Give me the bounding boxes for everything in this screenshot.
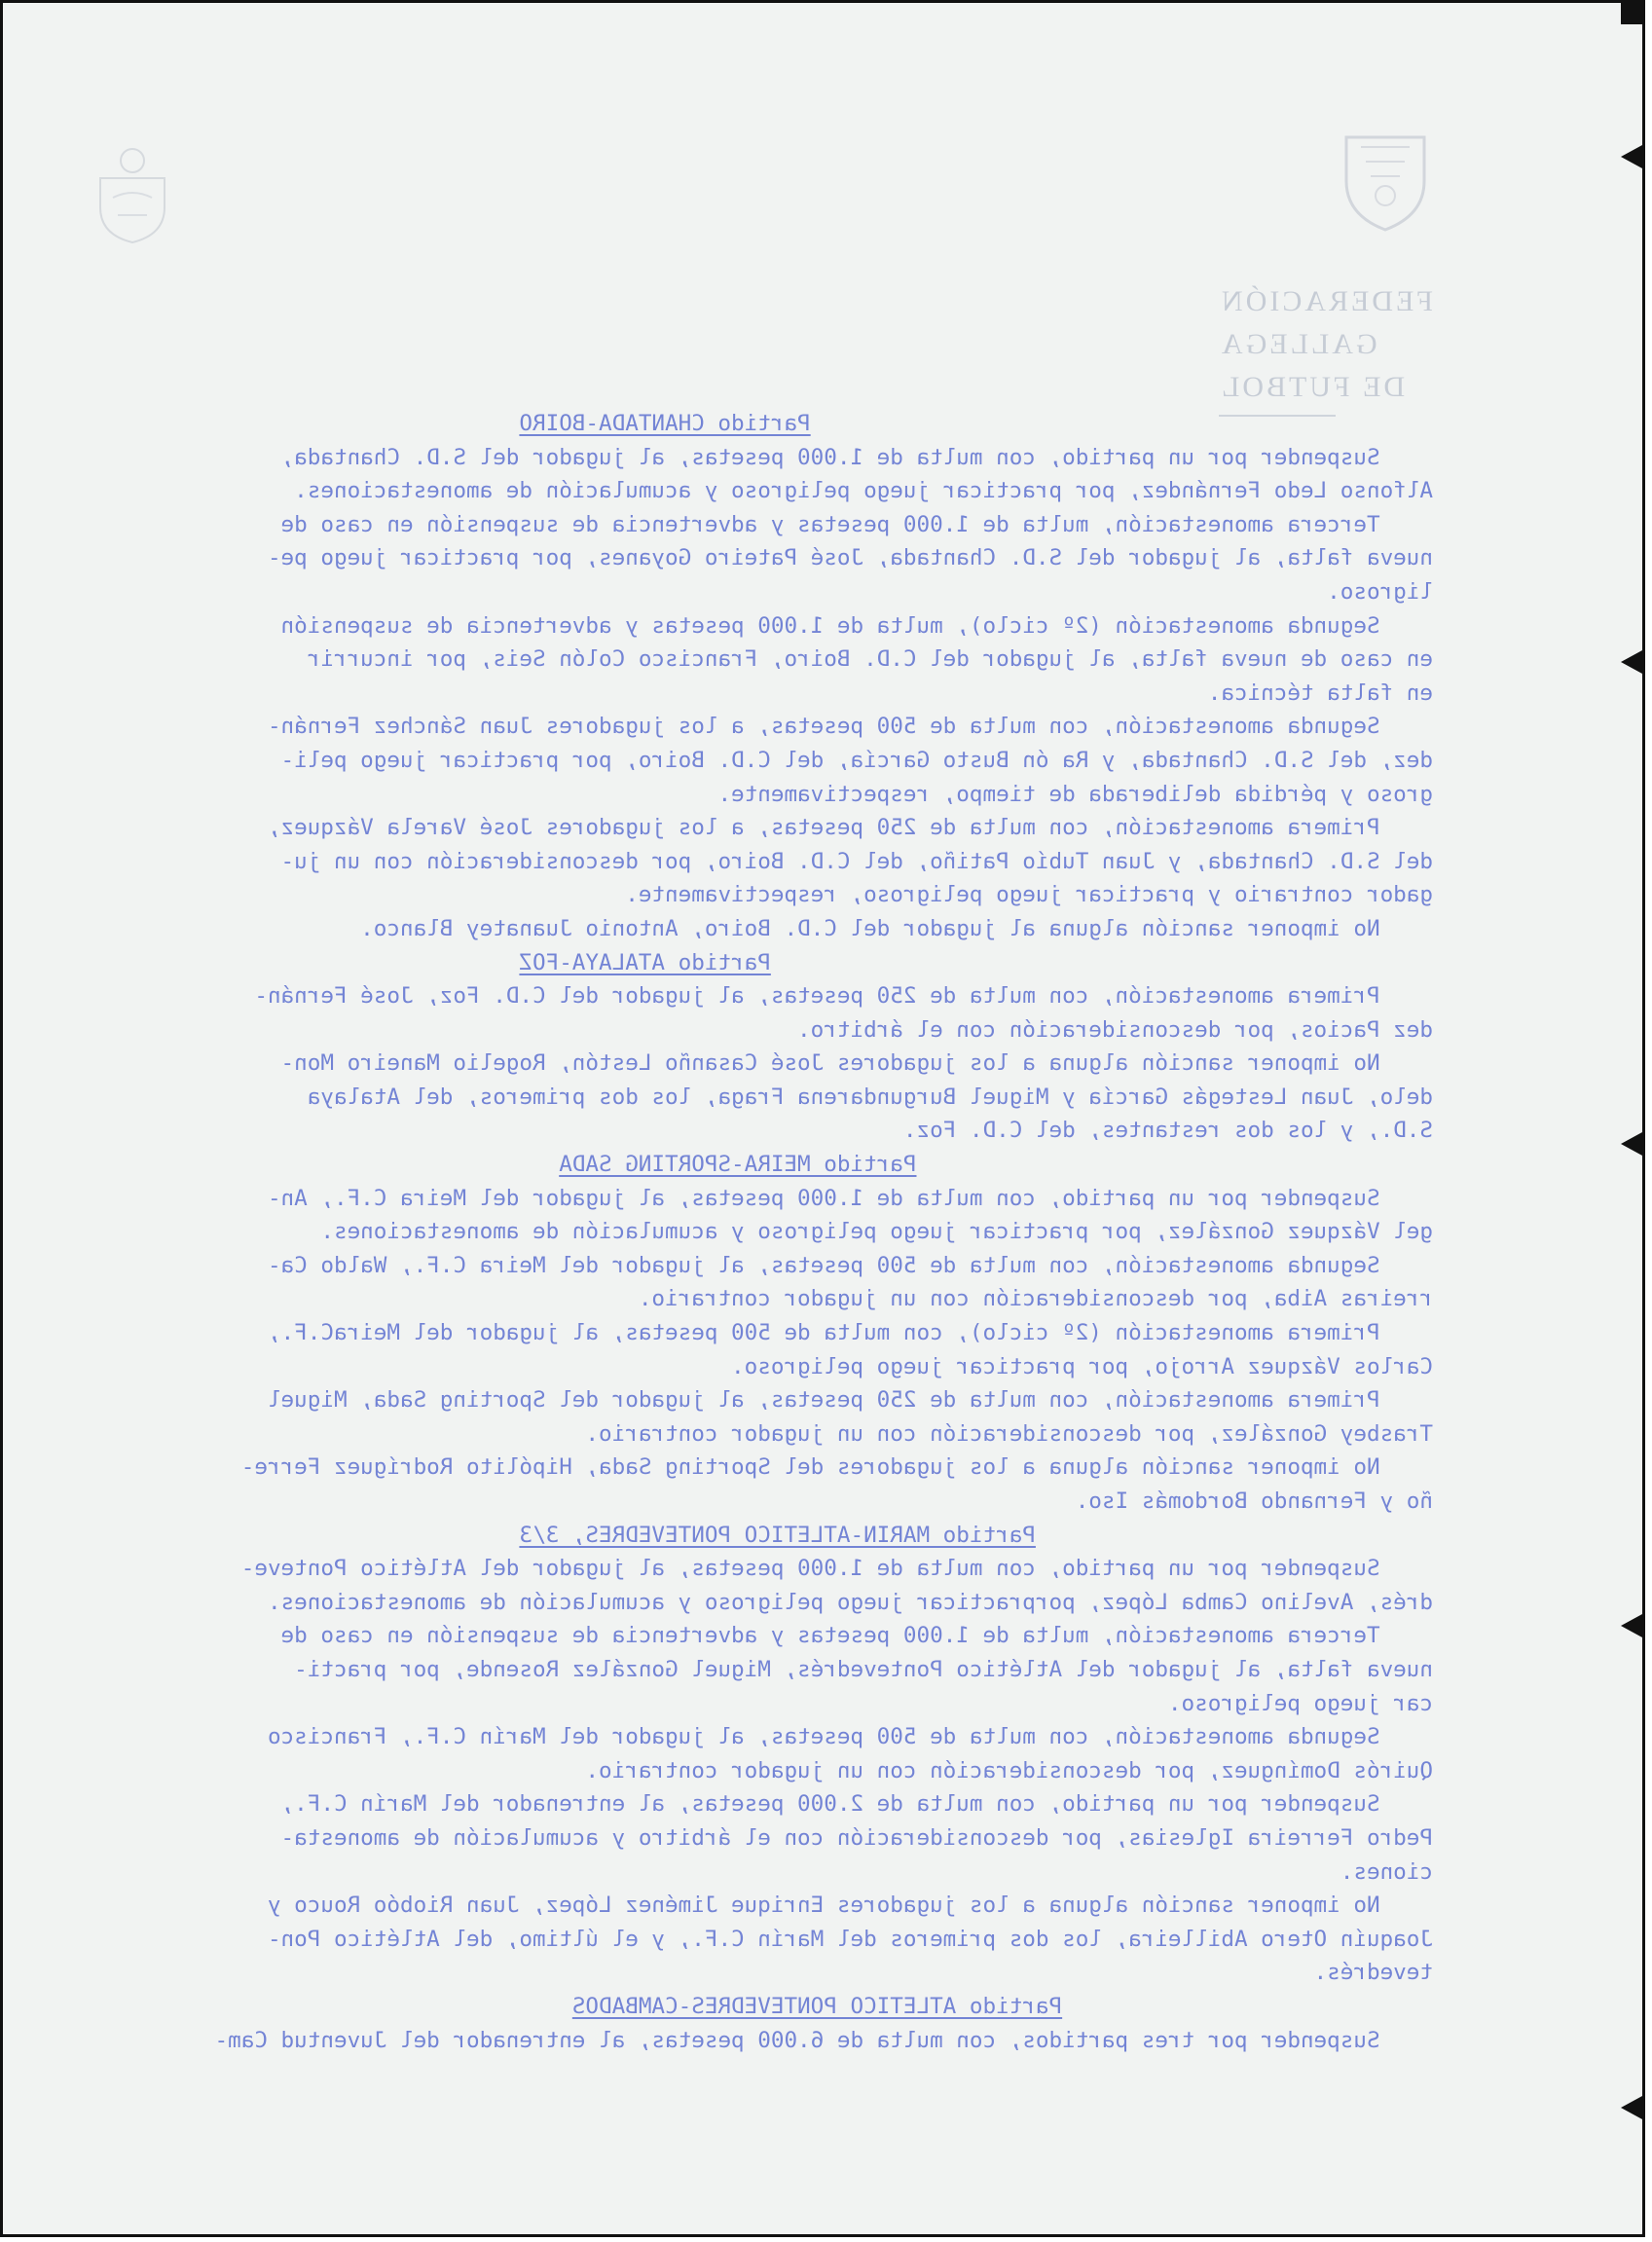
body-line: Segunda amonestación (2º ciclo), multa de 1.000 pesetas y advertencia de suspensión <box>280 612 1433 639</box>
body-line: Suspender por tres partidos, con multa de 6.000 pesetas, al entrenador del Juventud Cam- <box>214 2027 1433 2053</box>
letterhead-line-2: DE FUTBOL <box>1219 371 1406 403</box>
body-line: Suspender por un partido, con multa de 1.000 pesetas, al jugador del Atlético Ponteve- <box>240 1556 1433 1582</box>
body-line: Suspender por un partido, con multa de 1.000 pesetas, al jugador del S.D. Chantada, <box>280 444 1433 470</box>
match-heading-text: Partido MEIRA-SPORTING SADA <box>559 1152 917 1178</box>
body-line: dez, del S.D. Chantada, y Ra ón Busto García, del C.D. Boiro, por practicar juego peli- <box>280 747 1433 773</box>
body-line: Joaquín Otero Abilleira, los dos primeros del Marín C.F., y el último, del Atlético Pon- <box>267 1926 1433 1952</box>
body-line: del S.D. Chantada, y Juan Tubío Patiño, del C.D. Boiro, por desconsideración con un ju- <box>280 848 1433 874</box>
body-line: Trasbey González, por desconsideración con un jugador contrario. <box>585 1420 1433 1447</box>
mirrored-content <box>3 3 1642 2234</box>
match-heading-text: Partido MARIN-ATLETICO PONTEVEDRES, 3/3 <box>519 1522 1036 1548</box>
body-line: No imponer sanción alguna a los jugadores José Casanño Lestón, Rogelio Maneiro Mon- <box>280 1050 1433 1077</box>
typewritten-body <box>70 407 1433 2057</box>
body-line: No imponer sanción alguna al jugador del C.D. Boiro, Antonio Juanatey Blanco. <box>360 915 1433 941</box>
body-line: gel Vázquez González, por practicar juego peligroso y acumulación de amonestaciones. <box>320 1219 1433 1245</box>
body-line: Segunda amonestación, con multa de 500 pesetas, al jugador del Marín C.F., Francisco <box>267 1724 1433 1750</box>
body-line: ño y Fernando Bordomás Iso. <box>1075 1489 1433 1514</box>
body-line: Segunda amonestación, con multa de 500 pesetas, al jugador del Meira C.F., Waldo Ca- <box>267 1252 1433 1278</box>
body-line: Primera amonestación, con multa de 250 pesetas, al jugador del Sporting Sada, Miguel <box>267 1387 1433 1414</box>
body-line: Alfonso Ledo Fernández, por practicar juego peligroso y acumulación de amonestaciones. <box>294 478 1433 504</box>
body-line: drés, Avelino Camba López, porpracticar juego peligroso y acumulación de amonestaciones. <box>267 1589 1433 1615</box>
body-line: Primera amonestación, con multa de 250 pesetas, a los jugadores José Varela Vázquez, <box>267 815 1433 841</box>
body-line: dez Pacios, por desconsideración con el árbitro. <box>797 1016 1433 1043</box>
match-heading <box>70 1519 1433 1553</box>
body-line: nueva falta, al jugador del Atlético Pontevedrés, Miguel González Rosende, por practi- <box>294 1656 1433 1682</box>
body-line: Quirós Domínguez, por desconsideración con un jugador contrario. <box>585 1757 1433 1783</box>
match-heading <box>70 407 1433 441</box>
match-heading <box>70 946 1433 980</box>
body-line: No imponer sanción alguna a los jugadores Enrique Jiménez López, Juan Riobóo Rouco y <box>267 1893 1433 1919</box>
body-line: nueva falta, al jugador del S.D. Chantada, José Pateiro Goyanes, por practicar juego pe- <box>267 545 1433 571</box>
body-line: ciones. <box>1340 1858 1433 1885</box>
body-line: Tercera amonestación, multa de 1.000 pesetas y advertencia de suspensión en caso de <box>280 511 1433 537</box>
body-line: Pedro Ferreira Iglesias, por desconsideración con el árbitro y acumulación de amonesta- <box>280 1824 1433 1851</box>
body-line: Suspender por un partido, con multa de 1.000 pesetas, al jugador del Meira C.F., An- <box>267 1185 1433 1211</box>
letterhead-line-1: FEDERACIÓN GALLEGA <box>1219 285 1434 360</box>
body-line: Tercera amonestación, multa de 1.000 pesetas y advertencia de suspensión en caso de <box>280 1623 1433 1649</box>
body-line: Segunda amonestación, con multa de 500 pesetas, a los jugadores Juan Sánchez Fernán- <box>267 714 1433 740</box>
body-line: groso y pérdida deliberada de tiempo, respectivamente. <box>717 781 1433 807</box>
body-line: Primera amonestación, con multa de 250 pesetas, al jugador del C.D. Foz, José Fernán- <box>254 983 1433 1010</box>
match-heading-text: Partido CHANTADA-BOIRO <box>519 411 811 436</box>
body-line: No imponer sanción alguna a los jugadores del Sporting Sada, Hipólito Rodríguez Ferre- <box>240 1454 1433 1481</box>
match-heading <box>70 1148 1433 1182</box>
body-line: S.D., y los dos restantes, del C.D. Foz. <box>902 1118 1433 1144</box>
body-line: Carlos Vázquez Arrojo, por practicar juego peligroso. <box>731 1353 1433 1379</box>
match-heading-text: Partido ATALAYA-FOZ <box>519 949 771 975</box>
body-line: rreiras Aiba, por desconsideración con un jugador contrario. <box>638 1286 1433 1312</box>
body-line: ligroso. <box>1327 578 1433 605</box>
body-line: gador contrario y practicar juego peligroso, respectivamente. <box>625 882 1433 908</box>
body-line: Suspender por un partido, con multa de 2.000 pesetas, al entrenador del Marín C.F., <box>280 1791 1433 1818</box>
body-line: car juego peligroso. <box>1167 1690 1433 1716</box>
body-line: delo, Juan Lestegás García y Miguel Burgundarena Fraga, los dos primeros, del Atalaya <box>307 1084 1433 1110</box>
body-line: en caso de nueva falta, al jugador del C.D. Boiro, Francisco Colón Seis, por incurrir <box>307 646 1433 673</box>
body-line: en falta técnica. <box>1207 680 1433 706</box>
body-line: Primera amonestación (2º ciclo), con multa de 500 pesetas, al jugador del MeiraC.F., <box>267 1320 1433 1346</box>
body-line: tevedrés. <box>1313 1960 1433 1986</box>
match-heading-text: Partido ATLETICO PONTEVEDRES-CAMBADOS <box>571 1993 1063 2019</box>
match-heading <box>70 1990 1433 2024</box>
